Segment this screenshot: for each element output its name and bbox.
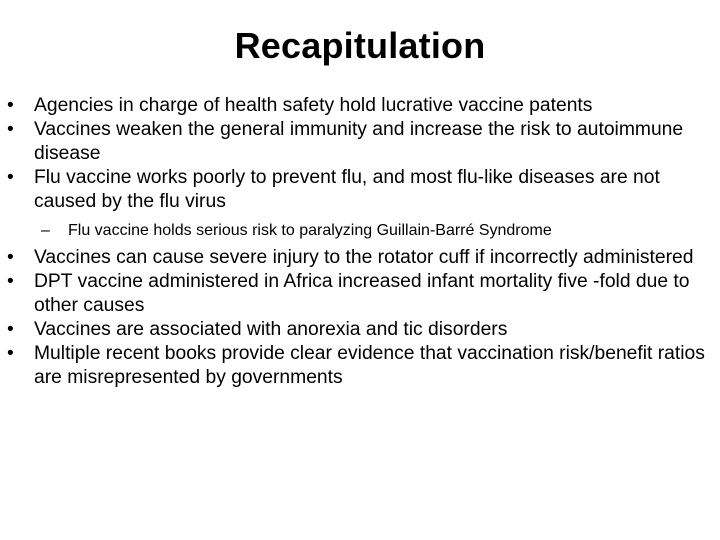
bullet-text: Agencies in charge of health safety hold lucrative vaccine patents: [34, 95, 593, 116]
bullet-marker: •: [7, 271, 14, 292]
sub-bullet-item: [0, 221, 712, 241]
slide-title: Recapitulation: [234, 25, 486, 66]
bullet-text: Vaccines are associated with anorexia and tic disorders: [34, 319, 508, 340]
sub-bullet-text: Flu vaccine holds serious risk to paralyzing Guillain-Barré Syndrome: [68, 222, 552, 239]
bullet-marker: •: [7, 247, 14, 268]
bullet-marker: •: [7, 119, 14, 140]
bullet-text: Multiple recent books provide clear evidence that vaccination risk/benefit ratios are misrepresented by governments: [34, 343, 705, 388]
bullet-text: Flu vaccine works poorly to prevent flu, and most flu-like diseases are not caused by the flu virus: [34, 167, 660, 212]
bullet-text: Vaccines weaken the general immunity and increase the risk to autoimmune disease: [34, 119, 684, 164]
bullet-list: [0, 94, 712, 390]
bullet-marker: •: [7, 343, 14, 364]
bullet-item: [0, 246, 712, 270]
bullet-text: DPT vaccine administered in Africa increased infant mortality five -fold due to other causes: [34, 271, 690, 316]
bullet-item: [0, 118, 712, 166]
bullet-marker: •: [7, 95, 14, 116]
bullet-item: [0, 94, 712, 118]
bullet-item: [0, 166, 712, 214]
bullet-item: [0, 342, 712, 390]
bullet-item: [0, 270, 712, 318]
bullet-marker: •: [7, 319, 14, 340]
bullet-text: Vaccines can cause severe injury to the rotator cuff if incorrectly administered: [34, 247, 694, 268]
bullet-item: [0, 318, 712, 342]
bullet-marker: •: [7, 167, 14, 188]
sub-bullet-marker: –: [41, 222, 50, 239]
